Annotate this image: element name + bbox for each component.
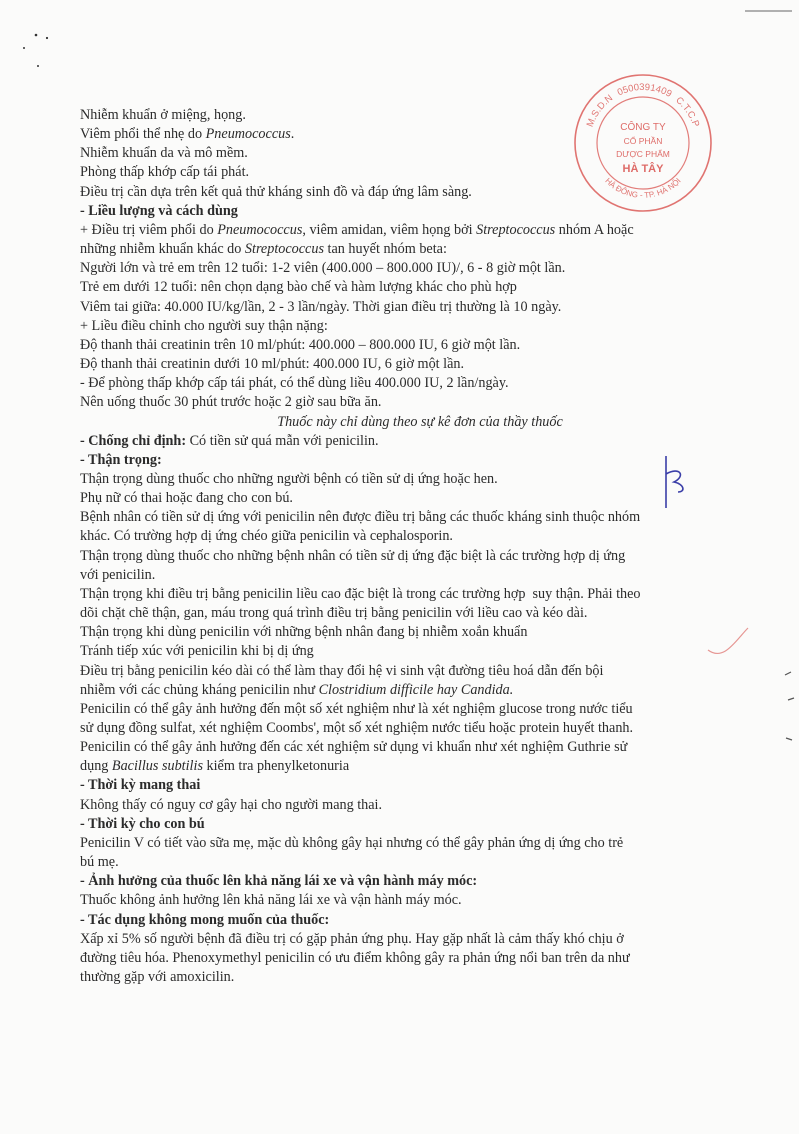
- text-segment: dõi chặt chẽ thận, gan, máu trong quá trình điều trị bằng penicilin với liều cao và kéo dài.: [80, 605, 588, 622]
- text-segment: nhiễm với các chủng kháng penicilin như: [80, 681, 319, 698]
- text-segment: Streptococcus: [244, 241, 324, 258]
- text-segment: dụng: [80, 758, 112, 775]
- document-body: [80, 106, 760, 987]
- text-segment: Bệnh nhân có tiền sử dị ứng với penicilin nên được điều trị bằng các thuốc kháng sinh thuộc nhóm: [80, 509, 641, 526]
- text-segment: thường gặp với amoxicilin.: [80, 969, 235, 986]
- text-segment: bú mẹ.: [80, 854, 119, 871]
- text-segment: - Thận trọng:: [80, 451, 162, 468]
- text-line: [80, 949, 760, 968]
- text-segment: đường tiêu hóa. Phenoxymethyl penicilin có ưu điểm không gây ra phản ứng nổi ban trên da như: [80, 949, 630, 966]
- text-line: [80, 796, 760, 815]
- text-segment: Có tiền sử quá mẫn với penicilin.: [186, 432, 379, 449]
- text-line: [80, 662, 760, 681]
- stamp-name: HÀ TÂY: [622, 163, 664, 175]
- text-segment: Không thấy có nguy cơ gây hại cho người mang thai.: [80, 796, 383, 813]
- stamp-type: CỔ PHẦN: [623, 136, 663, 146]
- text-line: [80, 278, 760, 297]
- text-line: [80, 604, 760, 623]
- text-segment: Phòng thấp khớp cấp tái phát.: [80, 164, 250, 181]
- text-segment: Streptococcus: [476, 221, 556, 238]
- text-segment: Nhiễm khuẩn ở miệng, họng.: [80, 107, 246, 123]
- text-line: [80, 527, 760, 546]
- text-line: [80, 585, 760, 604]
- stamp-trade: DƯỢC PHẨM: [616, 149, 670, 159]
- text-line: [80, 566, 760, 585]
- text-segment: - Thời kỳ cho con bú: [80, 815, 205, 832]
- text-segment: - Tác dụng không mong muốn của thuốc:: [80, 911, 330, 928]
- text-segment: Độ thanh thải creatinin dưới 10 ml/phút: 400.000 IU, 6 giờ một lần.: [80, 356, 465, 373]
- text-line: [80, 298, 760, 317]
- text-segment: - Chống chỉ định:: [80, 432, 187, 449]
- text-segment: - Ảnh hưởng của thuốc lên khả năng lái xe và vận hành máy móc:: [80, 873, 478, 890]
- text-segment: kiểm tra phenylketonuria: [202, 758, 350, 775]
- stamp-ring-right: C.T.C.P: [673, 94, 702, 129]
- text-segment: Điều trị cần dựa trên kết quả thử kháng sinh đồ và đáp ứng lâm sàng.: [80, 183, 472, 200]
- text-segment: Nên uống thuốc 30 phút trước hoặc 2 giờ sau bữa ăn.: [80, 394, 382, 411]
- text-line: [80, 623, 760, 642]
- text-segment: Pneumococcus: [217, 221, 303, 238]
- stamp-ring-left: M.S.D.N: [584, 92, 616, 129]
- text-segment: Tránh tiếp xúc với penicilin khi bị dị ứng: [80, 643, 314, 660]
- text-segment: , viêm amidan, viêm họng bởi: [302, 221, 477, 238]
- text-line: [80, 221, 760, 240]
- text-segment: Trẻ em dưới 12 tuổi: nên chọn dạng bào chế và hàm lượng khác cho phù hợp: [80, 279, 517, 296]
- text-line: [80, 413, 760, 432]
- text-segment: Xấp xỉ 5% số người bệnh đã điều trị có gặp phản ứng phụ. Hay gặp nhất là cảm thấy khó chịu ở: [80, 930, 624, 947]
- text-segment: Thận trọng dùng thuốc cho những bệnh nhân có tiền sử dị ứng đặc biệt là các trường hợp dị ứng: [80, 547, 626, 564]
- stamp-company: CÔNG TY: [620, 122, 666, 133]
- text-segment: Điều trị bằng penicilin kéo dài có thể làm thay đổi hệ vi sinh vật đường tiêu hoá dẫn đến bội: [80, 662, 604, 679]
- text-line: [80, 891, 760, 910]
- signature-mark: [656, 452, 696, 512]
- text-segment: Thận trọng khi dùng penicilin với những bệnh nhân đang bị nhiễm xoắn khuẩn: [80, 624, 528, 641]
- text-line: [80, 317, 760, 336]
- text-line: [80, 547, 760, 566]
- text-line: [80, 930, 760, 949]
- text-segment: Viêm phổi thể nhẹ do: [80, 126, 206, 143]
- text-line: [80, 432, 760, 451]
- text-line: [80, 834, 760, 853]
- text-line: [80, 642, 760, 661]
- text-line: [80, 240, 760, 259]
- text-segment: Thuốc này chỉ dùng theo sự kê đơn của thầy thuốc: [277, 413, 563, 430]
- text-segment: Nhiễm khuẩn da và mô mềm.: [80, 145, 248, 162]
- text-segment: khác. Có trường hợp dị ứng chéo giữa penicilin và cephalosporin.: [80, 528, 453, 545]
- text-line: [80, 968, 760, 987]
- text-line: [80, 911, 760, 930]
- text-segment: sử dụng đồng sulfat, xét nghiệm Coombs', một số xét nghiệm nước tiểu hoặc protein huyết thanh.: [80, 720, 634, 736]
- text-segment: Penicilin có thể gây ảnh hưởng đến một số xét nghiệm như là xét nghiệm glucose trong nước tiểu: [80, 700, 633, 717]
- text-segment: Người lớn và trẻ em trên 12 tuổi: 1-2 viên (400.000 – 800.000 IU)/, 6 - 8 giờ một lần.: [80, 260, 566, 277]
- text-segment: Penicilin có thể gây ảnh hưởng đến các xét nghiệm sử dụng vi khuẩn như xét nghiệm Guthrie sử: [80, 739, 628, 756]
- text-line: [80, 815, 760, 834]
- stamp-ring-bottom: HÀ ĐÔNG - TP. HÀ NỘI: [603, 176, 683, 200]
- text-segment: - Để phòng thấp khớp cấp tái phát, có thể dùng liều 400.000 IU, 2 lần/ngày.: [80, 375, 509, 392]
- text-line: [80, 776, 760, 795]
- text-segment: - Liều lượng và cách dùng: [80, 202, 238, 219]
- text-line: [80, 853, 760, 872]
- text-segment: tan huyết nhóm beta:: [323, 241, 447, 258]
- text-line: [80, 336, 760, 355]
- text-line: [80, 374, 760, 393]
- text-line: [80, 872, 760, 891]
- text-segment: Penicilin V có tiết vào sữa mẹ, mặc dù không gây hại nhưng có thể gây phản ứng dị ứng cho trẻ: [80, 834, 624, 851]
- text-segment: Phụ nữ có thai hoặc đang cho con bú.: [80, 490, 293, 507]
- stamp-code: 0500391409: [615, 81, 674, 100]
- text-segment: Pneumococcus: [205, 126, 291, 143]
- text-segment: nhóm A hoặc: [555, 221, 634, 238]
- text-segment: Thận trọng khi điều trị bằng penicilin liều cao đặc biệt là trong các trường hợp suy thận. Phải theo: [80, 585, 641, 602]
- text-line: [80, 719, 760, 738]
- text-segment: Viêm tai giữa: 40.000 IU/kg/lần, 2 - 3 lần/ngày. Thời gian điều trị thường là 10 ngày.: [80, 298, 562, 315]
- company-stamp: [568, 68, 718, 218]
- text-segment: với penicilin.: [80, 566, 156, 583]
- text-line: [80, 738, 760, 757]
- text-line: [80, 757, 760, 776]
- text-line: [80, 681, 760, 700]
- text-segment: những nhiễm khuẩn khác do: [80, 241, 245, 258]
- text-segment: - Thời kỳ mang thai: [80, 777, 201, 794]
- text-line: [80, 259, 760, 278]
- text-segment: Độ thanh thải creatinin trên 10 ml/phút: 400.000 – 800.000 IU, 6 giờ một lần.: [80, 336, 521, 353]
- text-segment: + Điều trị viêm phổi do: [80, 221, 218, 238]
- text-line: [80, 393, 760, 412]
- text-segment: Thận trọng dùng thuốc cho những người bệnh có tiền sử dị ứng hoặc hen.: [80, 470, 498, 487]
- text-line: [80, 355, 760, 374]
- text-segment: Bacillus subtilis: [111, 758, 203, 775]
- text-line: [80, 700, 760, 719]
- text-segment: + Liều điều chỉnh cho người suy thận nặng:: [80, 317, 328, 334]
- text-segment: Clostridium difficile hay Candida.: [318, 681, 514, 698]
- text-segment: .: [290, 126, 295, 143]
- text-segment: Thuốc không ảnh hưởng lên khả năng lái xe và vận hành máy móc.: [80, 892, 462, 909]
